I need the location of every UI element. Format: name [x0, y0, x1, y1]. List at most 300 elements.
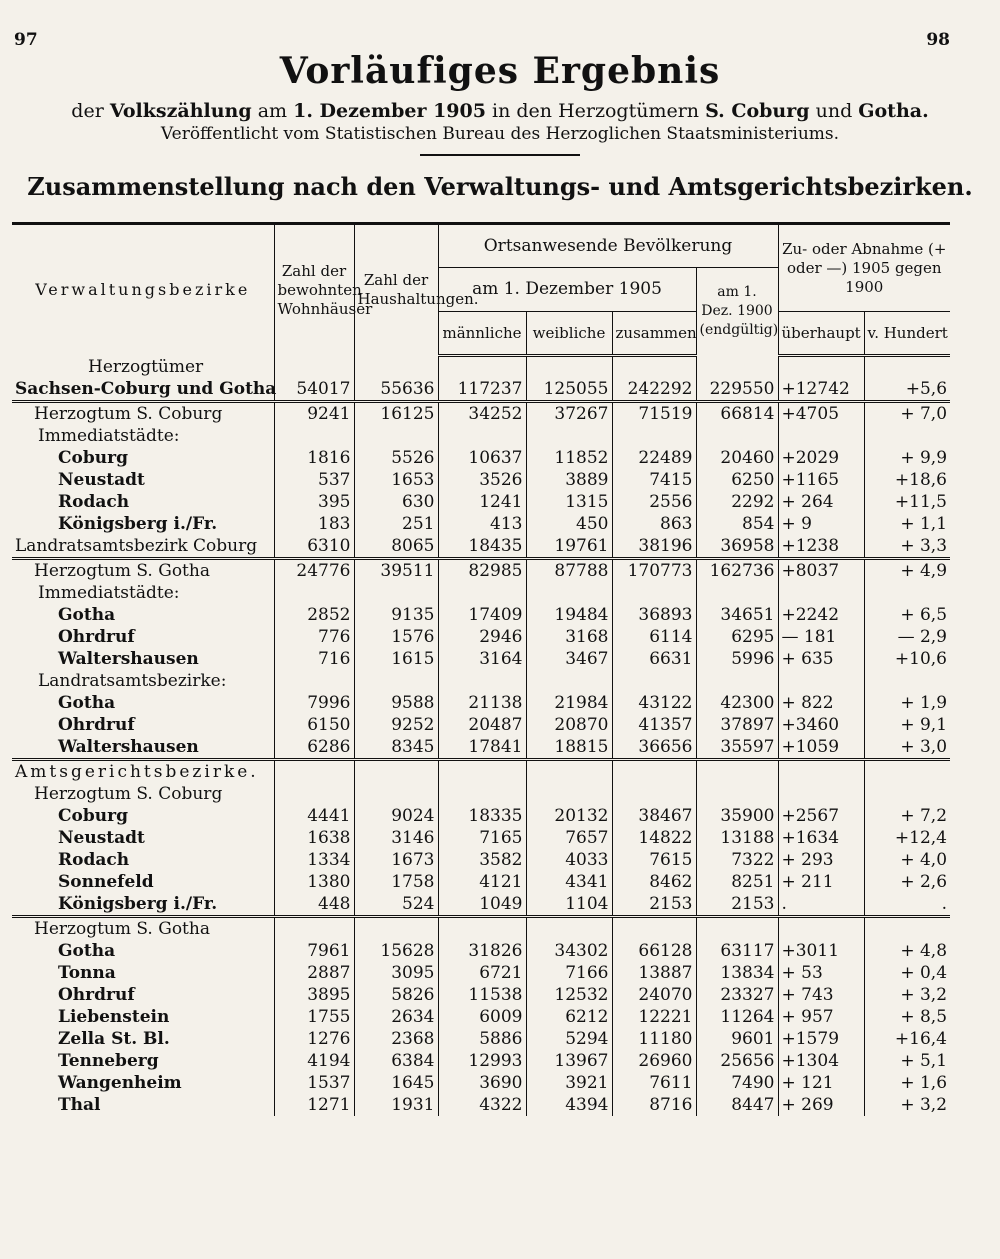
- table-cell: [526, 759, 612, 783]
- table-cell: 2887: [274, 962, 354, 984]
- table-cell: 7961: [274, 940, 354, 962]
- row-label: Coburg: [12, 447, 274, 469]
- table-cell: [354, 916, 438, 940]
- row-label: Tenneberg: [12, 1050, 274, 1072]
- table-cell: 5294: [526, 1028, 612, 1050]
- row-label: Herzogtum S. Gotha: [12, 558, 274, 582]
- table-cell: 17841: [438, 736, 526, 760]
- table-cell: 6150: [274, 714, 354, 736]
- table-cell: +2567: [778, 805, 864, 827]
- col-header-district: Verwaltungsbezirke: [12, 224, 274, 356]
- table-cell: 37267: [526, 401, 612, 425]
- row-label: Tonna: [12, 962, 274, 984]
- col-header-female: weibliche: [526, 312, 612, 356]
- table-cell: 13887: [612, 962, 696, 984]
- table-cell: 524: [354, 893, 438, 917]
- table-row: [12, 1050, 950, 1072]
- table-cell: 4394: [526, 1094, 612, 1116]
- table-row: [12, 1072, 950, 1094]
- table-body: [12, 356, 950, 1116]
- table-cell: 3467: [526, 648, 612, 670]
- table-cell: 395: [274, 491, 354, 513]
- table-cell: 41357: [612, 714, 696, 736]
- table-cell: 82985: [438, 558, 526, 582]
- table-cell: 6009: [438, 1006, 526, 1028]
- table-row: [12, 893, 950, 917]
- table-cell: 36893: [612, 604, 696, 626]
- table-cell: 6384: [354, 1050, 438, 1072]
- subtitle-part: Volkszählung: [109, 100, 252, 122]
- table-cell: 18335: [438, 805, 526, 827]
- table-cell: 3168: [526, 626, 612, 648]
- col-header-1900: am 1. Dez. 1900 (endgültig): [696, 268, 778, 356]
- col-header-date: am 1. Dezember 1905: [438, 268, 696, 312]
- table-cell: 7165: [438, 827, 526, 849]
- table-row: [12, 714, 950, 736]
- table-cell: 63117: [696, 940, 778, 962]
- table-cell: 7657: [526, 827, 612, 849]
- row-label: Ohrdruf: [12, 984, 274, 1006]
- table-cell: +1579: [778, 1028, 864, 1050]
- table-cell: 1276: [274, 1028, 354, 1050]
- table-cell: 7996: [274, 692, 354, 714]
- table-row: [12, 648, 950, 670]
- table-cell: [696, 916, 778, 940]
- table-cell: + 957: [778, 1006, 864, 1028]
- col-header-houses: Zahl der bewohnten Wohnhäuser: [274, 224, 354, 356]
- table-cell: + 743: [778, 984, 864, 1006]
- table-cell: [612, 582, 696, 604]
- table-cell: 7611: [612, 1072, 696, 1094]
- table-cell: 8462: [612, 871, 696, 893]
- table-cell: +12742: [778, 378, 864, 402]
- table-cell: 229550: [696, 378, 778, 402]
- table-cell: +12,4: [894, 827, 948, 848]
- table-cell: + 9: [778, 513, 864, 535]
- table-cell: 448: [274, 893, 354, 917]
- table-cell: 170773: [612, 558, 696, 582]
- table-cell: 36958: [696, 535, 778, 559]
- table-cell: 11180: [612, 1028, 696, 1050]
- table-cell: [354, 356, 438, 378]
- table-cell: 3921: [526, 1072, 612, 1094]
- table-cell: [354, 759, 438, 783]
- table-row: [12, 558, 950, 582]
- table-cell: 66814: [696, 401, 778, 425]
- table-cell: + 7,2: [900, 805, 948, 826]
- table-cell: [696, 783, 778, 805]
- table-cell: 7415: [612, 469, 696, 491]
- table-cell: [274, 916, 354, 940]
- row-label: Herzogtum S. Gotha: [12, 916, 274, 940]
- table-cell: 3095: [354, 962, 438, 984]
- table-cell: [526, 783, 612, 805]
- table-cell: 5826: [354, 984, 438, 1006]
- table-cell: [612, 783, 696, 805]
- table-cell: 4322: [438, 1094, 526, 1116]
- table-cell: 42300: [696, 692, 778, 714]
- table-cell: +2029: [778, 447, 864, 469]
- row-label: Amtsgerichtsbezirke.: [12, 759, 274, 783]
- table-cell: [778, 670, 864, 692]
- table-cell: +11,5: [894, 491, 948, 512]
- table-cell: 3164: [438, 648, 526, 670]
- table-cell: [354, 670, 438, 692]
- table-cell: +3011: [778, 940, 864, 962]
- table-cell: 20487: [438, 714, 526, 736]
- subtitle-part: Gotha.: [858, 100, 929, 122]
- table-cell: 6286: [274, 736, 354, 760]
- page-number-left: 97: [14, 30, 38, 50]
- table-cell: +4705: [778, 401, 864, 425]
- table-cell: [438, 582, 526, 604]
- table-cell: [864, 356, 950, 378]
- table-cell: [526, 916, 612, 940]
- table-cell: 2153: [612, 893, 696, 917]
- table-cell: [778, 582, 864, 604]
- col-header-male: männliche: [438, 312, 526, 356]
- table-row: [12, 805, 950, 827]
- row-label: Coburg: [12, 805, 274, 827]
- table-cell: [864, 916, 950, 940]
- table-cell: 251: [354, 513, 438, 535]
- table-cell: [354, 783, 438, 805]
- table-cell: [696, 670, 778, 692]
- table-cell: 9241: [274, 401, 354, 425]
- table-cell: + 0,4: [900, 962, 948, 983]
- table-cell: +1165: [778, 469, 864, 491]
- table-cell: 24070: [612, 984, 696, 1006]
- col-header-change-pct: v. Hundert: [864, 312, 950, 356]
- table-cell: 3526: [438, 469, 526, 491]
- table-cell: [274, 582, 354, 604]
- subtitle-part: 1. Dezember 1905: [293, 100, 486, 122]
- table-cell: + 3,3: [900, 535, 948, 556]
- table-cell: 1645: [354, 1072, 438, 1094]
- table-row: [12, 783, 950, 805]
- table-cell: 87788: [526, 558, 612, 582]
- row-label: Waltershausen: [12, 736, 274, 760]
- table-cell: 8065: [354, 535, 438, 559]
- row-label: Rodach: [12, 491, 274, 513]
- table-cell: [274, 759, 354, 783]
- row-label: Landratsamtsbezirke:: [12, 670, 274, 692]
- table-cell: 2153: [696, 893, 778, 917]
- subtitle-part: S. Coburg: [705, 100, 810, 122]
- table-cell: 3582: [438, 849, 526, 871]
- table-row: [12, 940, 950, 962]
- table-cell: 8251: [696, 871, 778, 893]
- table-cell: — 181: [778, 626, 864, 648]
- table-cell: 6250: [696, 469, 778, 491]
- row-label: Gotha: [12, 692, 274, 714]
- table-cell: [864, 425, 950, 447]
- table-cell: 1241: [438, 491, 526, 513]
- row-label: Ohrdruf: [12, 626, 274, 648]
- row-label: Herzogtum S. Coburg: [12, 783, 274, 805]
- table-cell: [778, 356, 864, 378]
- table-cell: + 1,1: [900, 513, 948, 534]
- table-cell: 4441: [274, 805, 354, 827]
- table-cell: 9252: [354, 714, 438, 736]
- population-table: [12, 222, 950, 1116]
- table-cell: 17409: [438, 604, 526, 626]
- subtitle-part: der: [71, 100, 104, 122]
- table-cell: + 8,5: [900, 1006, 948, 1027]
- table-row: [12, 1094, 950, 1116]
- table-cell: [612, 670, 696, 692]
- table-cell: 7322: [696, 849, 778, 871]
- table-cell: +1634: [778, 827, 864, 849]
- page-title: Vorläufiges Ergebnis: [279, 50, 721, 92]
- table-row: [12, 871, 950, 893]
- table-cell: 55636: [354, 378, 438, 402]
- table-cell: 3146: [354, 827, 438, 849]
- table-cell: 38196: [612, 535, 696, 559]
- table-row: [12, 513, 950, 535]
- table-cell: [274, 670, 354, 692]
- row-label: Rodach: [12, 849, 274, 871]
- table-cell: 21984: [526, 692, 612, 714]
- row-label: Herzogtümer: [12, 356, 274, 378]
- table-cell: [612, 356, 696, 378]
- table-row: [12, 670, 950, 692]
- table-cell: + 293: [778, 849, 864, 871]
- table-cell: [438, 759, 526, 783]
- table-cell: 5526: [354, 447, 438, 469]
- table-cell: 26960: [612, 1050, 696, 1072]
- table-cell: 1615: [354, 648, 438, 670]
- table-cell: [526, 582, 612, 604]
- row-label: Wangenheim: [12, 1072, 274, 1094]
- table-cell: + 3,2: [900, 1094, 948, 1115]
- table-cell: 23327: [696, 984, 778, 1006]
- subtitle-part: und: [815, 100, 853, 122]
- table-cell: 1380: [274, 871, 354, 893]
- table-row: [12, 736, 950, 760]
- divider: [420, 154, 580, 156]
- table-cell: +1304: [778, 1050, 864, 1072]
- table-cell: [696, 759, 778, 783]
- table-cell: 6212: [526, 1006, 612, 1028]
- row-label: Herzogtum S. Coburg: [12, 401, 274, 425]
- table-row: [12, 827, 950, 849]
- table-cell: 6310: [274, 535, 354, 559]
- table-cell: 537: [274, 469, 354, 491]
- row-label: Neustadt: [12, 469, 274, 491]
- table-cell: 863: [612, 513, 696, 535]
- row-label: Gotha: [12, 604, 274, 626]
- table-cell: + 9,9: [900, 447, 948, 468]
- table-cell: [438, 670, 526, 692]
- table-cell: 1758: [354, 871, 438, 893]
- table-cell: 6631: [612, 648, 696, 670]
- table-cell: 630: [354, 491, 438, 513]
- table-cell: +16,4: [894, 1028, 948, 1049]
- table-cell: [696, 356, 778, 378]
- table-cell: 35597: [696, 736, 778, 760]
- table-cell: 2292: [696, 491, 778, 513]
- table-cell: 2368: [354, 1028, 438, 1050]
- table-cell: [778, 916, 864, 940]
- table-cell: 7490: [696, 1072, 778, 1094]
- table-cell: 24776: [274, 558, 354, 582]
- table-cell: + 9,1: [900, 714, 948, 735]
- table-cell: [438, 916, 526, 940]
- col-header-households: Zahl der Haushaltungen.: [354, 224, 438, 356]
- table-row: [12, 626, 950, 648]
- table-row: [12, 469, 950, 491]
- table-cell: [438, 425, 526, 447]
- table-row: [12, 759, 950, 783]
- table-cell: + 1,9: [900, 692, 948, 713]
- subtitle: [0, 100, 1000, 122]
- table-cell: 43122: [612, 692, 696, 714]
- table-cell: 1931: [354, 1094, 438, 1116]
- table-cell: [778, 783, 864, 805]
- table-cell: + 211: [778, 871, 864, 893]
- table-cell: 5886: [438, 1028, 526, 1050]
- table-cell: 1271: [274, 1094, 354, 1116]
- table-cell: 4033: [526, 849, 612, 871]
- table-cell: 37897: [696, 714, 778, 736]
- col-header-change: Zu- oder Abnahme (+ oder —) 1905 gegen 1900: [778, 224, 950, 312]
- table-row: [12, 962, 950, 984]
- table-cell: [778, 425, 864, 447]
- table-row: [12, 849, 950, 871]
- table-cell: [354, 582, 438, 604]
- table-cell: 8447: [696, 1094, 778, 1116]
- row-label: Königsberg i./Fr.: [12, 893, 274, 917]
- table-cell: 1576: [354, 626, 438, 648]
- table-cell: 2634: [354, 1006, 438, 1028]
- table-cell: [864, 759, 950, 783]
- table-cell: 19761: [526, 535, 612, 559]
- table-cell: +10,6: [894, 648, 948, 669]
- table-cell: 12532: [526, 984, 612, 1006]
- table-cell: [864, 783, 950, 805]
- table-cell: 776: [274, 626, 354, 648]
- table-cell: 7166: [526, 962, 612, 984]
- table-cell: 38467: [612, 805, 696, 827]
- table-cell: 8716: [612, 1094, 696, 1116]
- table-cell: + 7,0: [864, 401, 950, 425]
- table-cell: 1816: [274, 447, 354, 469]
- table-cell: 1638: [274, 827, 354, 849]
- table-cell: 12221: [612, 1006, 696, 1028]
- table-cell: 1755: [274, 1006, 354, 1028]
- table-cell: + 822: [778, 692, 864, 714]
- row-label: Königsberg i./Fr.: [12, 513, 274, 535]
- table-cell: 9601: [696, 1028, 778, 1050]
- table-cell: + 5,1: [900, 1050, 948, 1071]
- table-cell: + 269: [778, 1094, 864, 1116]
- table-cell: 6295: [696, 626, 778, 648]
- table-cell: 13188: [696, 827, 778, 849]
- table-cell: 11264: [696, 1006, 778, 1028]
- table-cell: 36656: [612, 736, 696, 760]
- table-cell: 21138: [438, 692, 526, 714]
- table-cell: 10637: [438, 447, 526, 469]
- table-cell: + 53: [778, 962, 864, 984]
- table-cell: 25656: [696, 1050, 778, 1072]
- table-cell: +1059: [778, 736, 864, 760]
- table-cell: [274, 356, 354, 378]
- table-cell: 3889: [526, 469, 612, 491]
- table-cell: 18815: [526, 736, 612, 760]
- table-cell: 3895: [274, 984, 354, 1006]
- table-row: [12, 582, 950, 604]
- table-cell: 11852: [526, 447, 612, 469]
- table-row: [12, 356, 950, 378]
- table-cell: 1049: [438, 893, 526, 917]
- table-cell: + 3,2: [900, 984, 948, 1005]
- table-cell: 19484: [526, 604, 612, 626]
- table-cell: [864, 670, 950, 692]
- table-cell: 12993: [438, 1050, 526, 1072]
- table-cell: +3460: [778, 714, 864, 736]
- table-cell: 8345: [354, 736, 438, 760]
- table-cell: 20870: [526, 714, 612, 736]
- section-heading: Zusammenstellung nach den Verwaltungs- und Amtsgerichtsbezirken.: [27, 172, 973, 201]
- table-cell: + 121: [778, 1072, 864, 1094]
- row-label: Neustadt: [12, 827, 274, 849]
- table-cell: 5996: [696, 648, 778, 670]
- table-cell: [612, 425, 696, 447]
- table-cell: 9588: [354, 692, 438, 714]
- table-cell: 39511: [354, 558, 438, 582]
- table-cell: [612, 916, 696, 940]
- subtitle-part: am: [257, 100, 288, 122]
- table-row: [12, 447, 950, 469]
- table-cell: .: [778, 893, 864, 917]
- table-cell: 2852: [274, 604, 354, 626]
- col-header-total: zusammen: [612, 312, 696, 356]
- table-cell: [526, 356, 612, 378]
- table-cell: 9135: [354, 604, 438, 626]
- table-cell: 13967: [526, 1050, 612, 1072]
- table-cell: [438, 356, 526, 378]
- table-cell: 6721: [438, 962, 526, 984]
- table-cell: 16125: [354, 401, 438, 425]
- table-row: [12, 378, 950, 402]
- table-cell: + 4,0: [900, 849, 948, 870]
- table-cell: .: [941, 893, 948, 914]
- page-number-right: 98: [926, 30, 950, 50]
- table-cell: + 2,6: [900, 871, 948, 892]
- table-cell: 34302: [526, 940, 612, 962]
- table-cell: + 1,6: [900, 1072, 948, 1093]
- row-label: Landratsamtsbezirk Coburg: [12, 535, 274, 559]
- table-cell: [526, 670, 612, 692]
- table-cell: [274, 425, 354, 447]
- table-row: [12, 604, 950, 626]
- publisher-line: Veröffentlicht vom Statistischen Bureau des Herzoglichen Staatsministeriums.: [160, 124, 840, 144]
- table-cell: 125055: [526, 378, 612, 402]
- row-label: Gotha: [12, 940, 274, 962]
- table-cell: [526, 425, 612, 447]
- table-cell: [696, 582, 778, 604]
- table-row: [12, 984, 950, 1006]
- table-cell: 71519: [612, 401, 696, 425]
- row-label: Immediatstädte:: [12, 582, 274, 604]
- table-cell: 3690: [438, 1072, 526, 1094]
- table-cell: 14822: [612, 827, 696, 849]
- row-label: Thal: [12, 1094, 274, 1116]
- table-cell: +5,6: [905, 378, 948, 399]
- table-cell: — 2,9: [897, 626, 948, 647]
- table-cell: 183: [274, 513, 354, 535]
